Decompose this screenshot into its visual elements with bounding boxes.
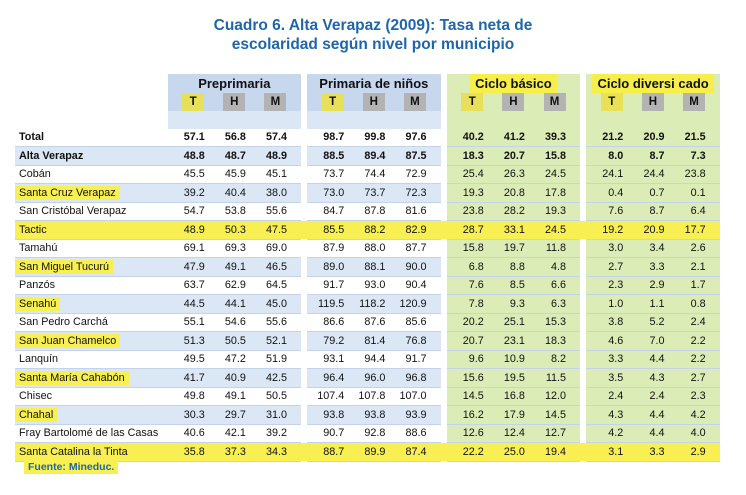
cell-value: 4.0 (690, 427, 706, 440)
group-header: Primaria de niños (319, 76, 429, 91)
subheader-m: M (264, 93, 286, 111)
cell-value: 10.9 (503, 353, 525, 366)
cell-value: 41.7 (183, 371, 205, 384)
cell-value: 47.9 (183, 260, 205, 273)
cell-value: 0.1 (690, 186, 706, 199)
cell-value: 20.9 (643, 131, 665, 144)
cell-value: 9.3 (509, 297, 525, 310)
cell-value: 40.4 (224, 186, 246, 199)
cell-value: 87.5 (405, 149, 427, 162)
cell-value: 76.8 (405, 334, 427, 347)
cell-value: 98.7 (323, 131, 345, 144)
cell-value: 20.9 (643, 223, 665, 236)
municipality-name: San Pedro Carchá (19, 316, 108, 329)
cell-value: 3.3 (649, 445, 665, 458)
cell-value: 2.2 (690, 353, 706, 366)
table-title-line2: escolaridad según nivel por municipio (231, 36, 515, 53)
cell-value: 42.5 (266, 371, 288, 384)
subheader-t: T (182, 93, 204, 111)
cell-value: 107.8 (358, 390, 386, 403)
municipality-name: Chisec (19, 390, 53, 403)
cell-value: 7.6 (608, 205, 624, 218)
cell-value: 2.9 (690, 445, 706, 458)
cell-value: 56.8 (224, 131, 246, 144)
cell-value: 90.0 (405, 260, 427, 273)
cell-value: 74.4 (364, 168, 386, 181)
cell-value: 1.1 (649, 297, 665, 310)
table-title-line1: Cuadro 6. Alta Verapaz (2009): Tasa neta de (213, 17, 533, 34)
cell-value: 19.7 (503, 242, 525, 255)
municipality-name: San Miguel Tucurú (15, 260, 113, 274)
cell-value: 8.5 (509, 279, 525, 292)
cell-value: 88.5 (323, 149, 345, 162)
cell-value: 64.5 (266, 279, 288, 292)
cell-value: 4.2 (690, 408, 706, 421)
cell-value: 51.3 (183, 334, 205, 347)
table-row (15, 443, 720, 462)
cell-value: 30.3 (183, 408, 205, 421)
cell-value: 24.5 (545, 223, 567, 236)
cell-value: 19.3 (545, 205, 567, 218)
cell-value: 33.1 (503, 223, 525, 236)
municipality-name: Santa María Cahabón (15, 371, 129, 385)
table-row (15, 406, 720, 425)
municipality-name: Lanquín (19, 353, 59, 366)
cell-value: 51.9 (266, 353, 288, 366)
cell-value: 39.3 (545, 131, 567, 144)
cell-value: 97.6 (405, 131, 427, 144)
source-note: Fuente: Mineduc. (24, 460, 118, 474)
cell-value: 53.8 (224, 205, 246, 218)
cell-value: 15.6 (462, 371, 484, 384)
cell-value: 44.5 (183, 297, 205, 310)
subheader-h: H (363, 93, 385, 111)
cell-value: 3.0 (608, 242, 624, 255)
cell-value: 69.0 (266, 242, 288, 255)
cell-value: 7.3 (690, 149, 706, 162)
cell-value: 37.3 (224, 445, 246, 458)
cell-value: 2.7 (690, 371, 706, 384)
cell-value: 8.7 (649, 205, 665, 218)
cell-value: 48.8 (183, 149, 205, 162)
cell-value: 89.0 (323, 260, 345, 273)
cell-value: 89.4 (364, 149, 386, 162)
cell-value: 88.7 (323, 445, 345, 458)
cell-value: 49.8 (183, 390, 205, 403)
table-row (15, 165, 720, 184)
cell-value: 55.1 (183, 316, 205, 329)
table-row (15, 295, 720, 314)
cell-value: 48.9 (183, 223, 205, 236)
cell-value: 19.2 (602, 223, 624, 236)
cell-value: 14.5 (462, 390, 484, 403)
cell-value: 6.8 (468, 260, 484, 273)
cell-value: 90.7 (323, 427, 345, 440)
cell-value: 88.1 (364, 260, 386, 273)
cell-value: 20.2 (462, 316, 484, 329)
subheader-m: M (544, 93, 566, 111)
cell-value: 93.0 (364, 279, 386, 292)
cell-value: 7.0 (649, 334, 665, 347)
municipality-name: Tamahú (19, 242, 58, 255)
cell-value: 69.3 (224, 242, 246, 255)
municipality-name: San Juan Chamelco (15, 334, 120, 348)
cell-value: 20.8 (503, 186, 525, 199)
cell-value: 38.0 (266, 186, 288, 199)
cell-value: 4.4 (649, 408, 665, 421)
cell-value: 49.5 (183, 353, 205, 366)
cell-value: 42.1 (224, 427, 246, 440)
cell-value: 12.6 (462, 427, 484, 440)
cell-value: 26.3 (503, 168, 525, 181)
cell-value: 79.2 (323, 334, 345, 347)
table-row (15, 239, 720, 258)
cell-value: 28.7 (462, 223, 484, 236)
table-row (15, 276, 720, 295)
cell-value: 0.4 (608, 186, 624, 199)
schooling-rate-table (15, 74, 720, 462)
cell-value: 11.5 (545, 371, 567, 384)
cell-value: 2.4 (649, 390, 665, 403)
cell-value: 45.1 (266, 168, 288, 181)
subheader-h: H (223, 93, 245, 111)
cell-value: 0.7 (649, 186, 665, 199)
cell-value: 73.7 (323, 168, 345, 181)
table-row (15, 313, 720, 332)
cell-value: 47.2 (224, 353, 246, 366)
group-header: Ciclo básico (470, 74, 557, 93)
cell-value: 48.7 (224, 149, 246, 162)
cell-value: 4.8 (551, 260, 567, 273)
subheader-m: M (404, 93, 426, 111)
cell-value: 2.9 (649, 279, 665, 292)
cell-value: 8.8 (509, 260, 525, 273)
cell-value: 23.8 (684, 168, 706, 181)
cell-value: 118.2 (359, 297, 386, 310)
cell-value: 39.2 (183, 186, 205, 199)
cell-value: 2.1 (690, 260, 706, 273)
subheader-t: T (322, 93, 344, 111)
cell-value: 34.3 (266, 445, 288, 458)
cell-value: 2.7 (608, 260, 624, 273)
table-row (15, 332, 720, 351)
cell-value: 47.5 (266, 223, 288, 236)
cell-value: 73.0 (323, 186, 345, 199)
cell-value: 14.5 (545, 408, 567, 421)
cell-value: 7.8 (468, 297, 484, 310)
cell-value: 93.8 (323, 408, 345, 421)
cell-value: 93.9 (405, 408, 427, 421)
municipality-name: Senahú (15, 297, 60, 311)
cell-value: 54.6 (224, 316, 246, 329)
cell-value: 19.5 (503, 371, 525, 384)
cell-value: 87.8 (364, 205, 386, 218)
cell-value: 81.6 (405, 205, 427, 218)
cell-value: 15.8 (545, 149, 567, 162)
cell-value: 24.4 (643, 168, 665, 181)
table-row (15, 424, 720, 443)
cell-value: 23.8 (462, 205, 484, 218)
cell-value: 2.3 (608, 279, 624, 292)
cell-value: 4.2 (608, 427, 624, 440)
table-row (15, 184, 720, 203)
cell-value: 12.4 (503, 427, 525, 440)
table-row (15, 258, 720, 277)
cell-value: 12.7 (545, 427, 567, 440)
cell-value: 85.5 (323, 223, 345, 236)
cell-value: 6.6 (551, 279, 567, 292)
cell-value: 96.8 (405, 371, 427, 384)
cell-value: 12.0 (545, 390, 567, 403)
cell-value: 50.5 (224, 334, 246, 347)
cell-value: 90.4 (405, 279, 427, 292)
cell-value: 9.6 (468, 353, 484, 366)
cell-value: 4.3 (608, 408, 624, 421)
cell-value: 49.1 (224, 260, 246, 273)
cell-value: 120.9 (399, 297, 427, 310)
cell-value: 18.3 (462, 149, 484, 162)
cell-value: 24.1 (602, 168, 624, 181)
table-row (15, 202, 720, 221)
municipality-name: Tactic (19, 223, 47, 236)
municipality-name: Fray Bartolomé de las Casas (19, 427, 159, 440)
cell-value: 17.9 (503, 408, 525, 421)
municipality-name: Santa Cruz Verapaz (15, 186, 120, 200)
cell-value: 85.6 (405, 316, 427, 329)
cell-value: 1.7 (690, 279, 706, 292)
cell-value: 55.6 (266, 205, 288, 218)
cell-value: 69.1 (183, 242, 205, 255)
cell-value: 15.8 (462, 242, 484, 255)
cell-value: 19.4 (545, 445, 567, 458)
cell-value: 119.5 (318, 297, 345, 310)
cell-value: 20.7 (503, 149, 525, 162)
cell-value: 50.3 (224, 223, 246, 236)
cell-value: 18.3 (545, 334, 567, 347)
cell-value: 4.3 (649, 371, 665, 384)
subheader-h: H (502, 93, 524, 111)
cell-value: 62.9 (224, 279, 246, 292)
cell-value: 2.6 (690, 242, 706, 255)
cell-value: 107.0 (399, 390, 427, 403)
cell-value: 39.2 (266, 427, 288, 440)
group-header: Ciclo diversi cado (592, 74, 713, 93)
cell-value: 3.3 (649, 260, 665, 273)
cell-value: 8.2 (551, 353, 567, 366)
subheader-m: M (683, 93, 705, 111)
cell-value: 73.7 (364, 186, 386, 199)
table-row (15, 147, 720, 166)
cell-value: 41.2 (503, 131, 525, 144)
cell-value: 72.9 (405, 168, 427, 181)
cell-value: 91.7 (405, 353, 427, 366)
table-title (0, 16, 746, 54)
cell-value: 29.7 (224, 408, 246, 421)
cell-value: 87.9 (323, 242, 345, 255)
group-header: Preprimaria (198, 76, 271, 91)
cell-value: 55.6 (266, 316, 288, 329)
cell-value: 96.4 (323, 371, 345, 384)
cell-value: 89.9 (364, 445, 386, 458)
cell-value: 54.7 (183, 205, 205, 218)
municipality-name: San Cristóbal Verapaz (19, 205, 127, 218)
cell-value: 88.0 (364, 242, 386, 255)
cell-value: 94.4 (364, 353, 386, 366)
cell-value: 46.5 (266, 260, 288, 273)
cell-value: 82.9 (405, 223, 427, 236)
cell-value: 99.8 (364, 131, 386, 144)
cell-value: 17.8 (545, 186, 567, 199)
cell-value: 72.3 (405, 186, 427, 199)
cell-value: 2.4 (690, 316, 706, 329)
cell-value: 91.7 (323, 279, 345, 292)
cell-value: 2.2 (690, 334, 706, 347)
cell-value: 3.4 (649, 242, 665, 255)
municipality-name: Alta Verapaz (19, 149, 84, 162)
cell-value: 25.1 (503, 316, 525, 329)
cell-value: 52.1 (266, 334, 288, 347)
municipality-name: Panzós (19, 279, 56, 292)
cell-value: 2.3 (690, 390, 706, 403)
cell-value: 96.0 (364, 371, 386, 384)
cell-value: 11.8 (545, 242, 567, 255)
cell-value: 45.0 (266, 297, 288, 310)
cell-value: 88.6 (405, 427, 427, 440)
cell-value: 28.2 (503, 205, 525, 218)
cell-value: 1.0 (608, 297, 624, 310)
cell-value: 40.2 (462, 131, 484, 144)
cell-value: 21.5 (684, 131, 706, 144)
cell-value: 87.7 (405, 242, 427, 255)
cell-value: 23.1 (503, 334, 525, 347)
cell-value: 86.6 (323, 316, 345, 329)
cell-value: 15.3 (545, 316, 567, 329)
cell-value: 50.5 (266, 390, 288, 403)
cell-value: 45.5 (183, 168, 205, 181)
table-row (15, 387, 720, 406)
cell-value: 16.8 (503, 390, 525, 403)
cell-value: 40.9 (224, 371, 246, 384)
cell-value: 3.8 (608, 316, 624, 329)
municipality-name: Total (19, 131, 44, 144)
cell-value: 49.1 (224, 390, 246, 403)
cell-value: 20.7 (462, 334, 484, 347)
cell-value: 2.4 (608, 390, 624, 403)
cell-value: 93.1 (323, 353, 345, 366)
cell-value: 21.2 (602, 131, 624, 144)
cell-value: 107.4 (317, 390, 345, 403)
cell-value: 4.4 (649, 353, 665, 366)
cell-value: 31.0 (266, 408, 288, 421)
cell-value: 57.1 (183, 131, 205, 144)
cell-value: 92.8 (364, 427, 386, 440)
cell-value: 3.3 (608, 353, 624, 366)
municipality-name: Santa Catalina la Tinta (19, 445, 128, 458)
cell-value: 87.4 (405, 445, 427, 458)
table-row (15, 129, 720, 147)
cell-value: 88.2 (364, 223, 386, 236)
cell-value: 48.9 (266, 149, 288, 162)
cell-value: 6.4 (690, 205, 706, 218)
cell-value: 8.0 (608, 149, 624, 162)
subheader-h: H (642, 93, 664, 111)
cell-value: 4.6 (608, 334, 624, 347)
cell-value: 81.4 (364, 334, 386, 347)
cell-value: 0.8 (690, 297, 706, 310)
cell-value: 40.6 (183, 427, 205, 440)
subheader-t: T (601, 93, 623, 111)
cell-value: 3.1 (608, 445, 624, 458)
cell-value: 93.8 (364, 408, 386, 421)
cell-value: 5.2 (649, 316, 665, 329)
cell-value: 3.5 (608, 371, 624, 384)
cell-value: 17.7 (684, 223, 706, 236)
subheader-t: T (461, 93, 483, 111)
municipality-name: Chahal (15, 408, 57, 422)
cell-value: 35.8 (183, 445, 205, 458)
cell-value: 25.0 (503, 445, 525, 458)
cell-value: 16.2 (462, 408, 484, 421)
municipality-name: Cobán (19, 168, 51, 181)
cell-value: 63.7 (183, 279, 205, 292)
cell-value: 45.9 (224, 168, 246, 181)
cell-value: 84.7 (323, 205, 345, 218)
cell-value: 8.7 (649, 149, 665, 162)
table-row (15, 350, 720, 369)
cell-value: 44.1 (224, 297, 246, 310)
table-row (15, 369, 720, 388)
cell-value: 19.3 (462, 186, 484, 199)
cell-value: 22.2 (462, 445, 484, 458)
cell-value: 57.4 (266, 131, 288, 144)
cell-value: 87.6 (364, 316, 386, 329)
cell-value: 4.4 (649, 427, 665, 440)
cell-value: 7.6 (468, 279, 484, 292)
cell-value: 24.5 (545, 168, 567, 181)
cell-value: 25.4 (462, 168, 484, 181)
table-row (15, 221, 720, 240)
cell-value: 6.3 (551, 297, 567, 310)
